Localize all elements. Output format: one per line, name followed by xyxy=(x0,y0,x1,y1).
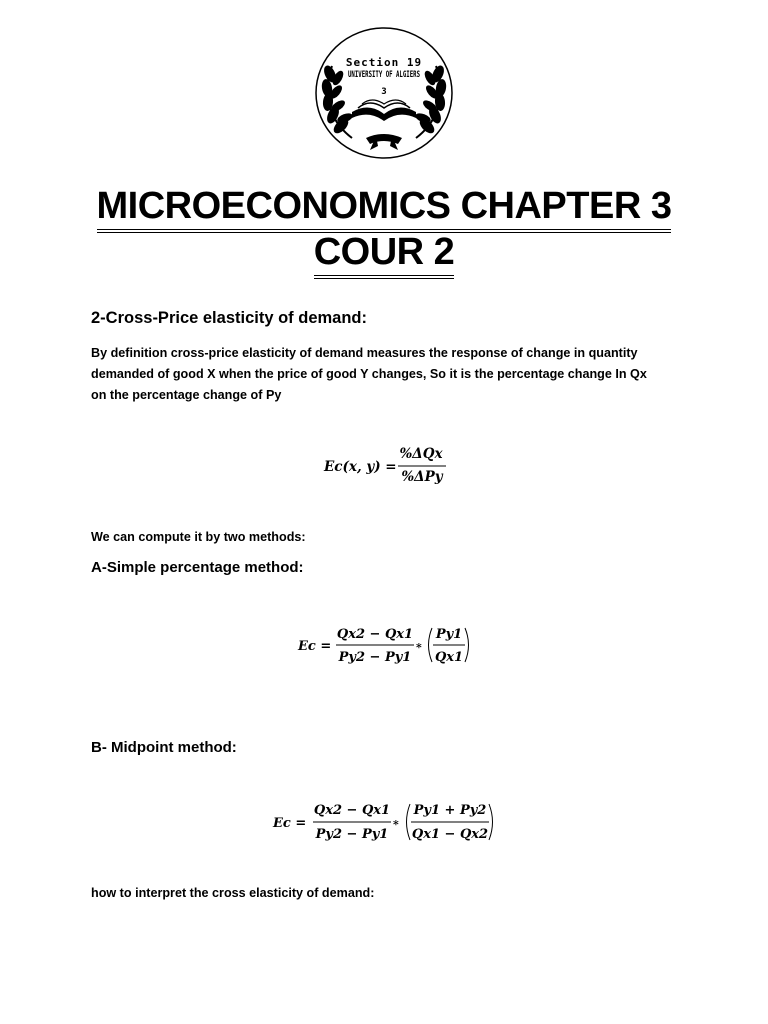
formula-denominator: %ΔPy xyxy=(401,469,443,485)
formula-a-lhs: Ec = xyxy=(298,639,332,654)
definition-line: on the percentage change of Py xyxy=(91,388,282,402)
formula-a-factor-denominator: Qx1 xyxy=(434,650,464,665)
logo-line-section: Section 19 xyxy=(345,56,423,69)
page-title-text-2: COUR 2 xyxy=(314,230,455,279)
formula-b-numerator: Qx2 − Qx1 xyxy=(313,803,391,818)
method-b-heading: B- Midpoint method: xyxy=(91,739,237,756)
formula-numerator: %ΔQx xyxy=(399,446,443,462)
university-seal-logo xyxy=(314,26,454,160)
formula-a-denominator: Py2 − Py1 xyxy=(338,650,412,665)
logo-line-university: UNIVERSITY OF ALGIERS xyxy=(348,70,420,80)
formula-a-multiply: * xyxy=(416,641,422,654)
interpretation-heading: how to interpret the cross elasticity of demand: xyxy=(91,886,375,900)
formula-lhs: Ec(x, y) = xyxy=(324,459,397,475)
page-title-line-2 xyxy=(0,230,768,279)
formula-b-denominator: Py2 − Py1 xyxy=(315,827,389,842)
formula-b-factor-denominator: Qx1 − Qx2 xyxy=(411,827,489,842)
definition-line: By definition cross-price elasticity of demand measures the response of change in quantity xyxy=(91,346,638,360)
methods-intro: We can compute it by two methods: xyxy=(91,530,306,544)
formula-a-numerator: Qx2 − Qx1 xyxy=(336,627,414,642)
method-a-heading: A-Simple percentage method: xyxy=(91,559,304,576)
page-title-text-1: MICROECONOMICS CHAPTER 3 xyxy=(97,184,672,233)
formula-b-multiply: * xyxy=(393,818,399,831)
page-title-line-1 xyxy=(0,184,768,233)
cross-elasticity-formula xyxy=(0,438,768,490)
section-heading: 2-Cross-Price elasticity of demand: xyxy=(91,309,368,327)
midpoint-formula xyxy=(0,796,768,846)
formula-b-lhs: Ec = xyxy=(273,816,307,831)
definition-paragraph xyxy=(91,343,691,406)
formula-b-factor-numerator: Py1 + Py2 xyxy=(413,803,487,818)
logo-line-number: 3 xyxy=(381,87,387,97)
definition-line: demanded of good X when the price of good Y changes, So it is the percentage change In Qx xyxy=(91,367,647,381)
simple-percentage-formula xyxy=(0,620,768,670)
formula-a-factor-numerator: Py1 xyxy=(435,627,463,642)
